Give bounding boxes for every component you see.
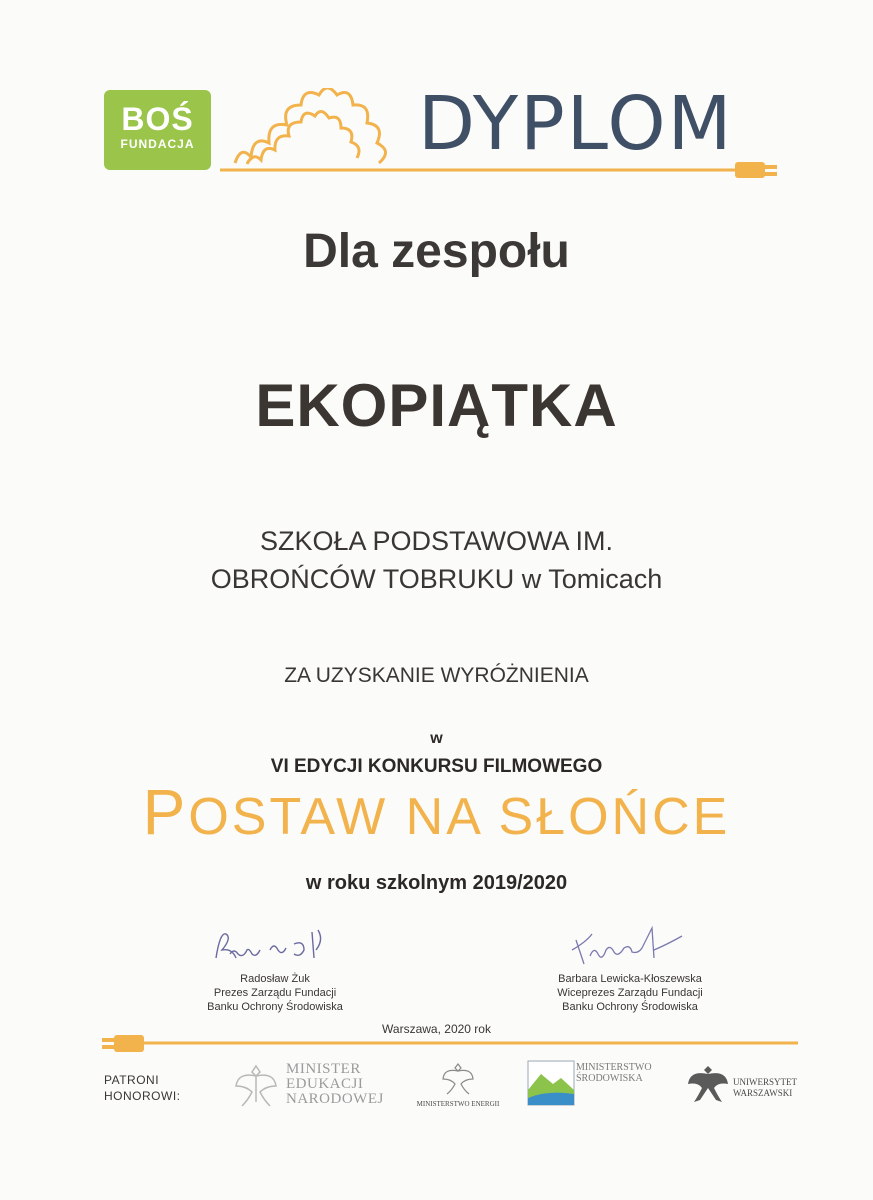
- patron-men-line3: NARODOWEJ: [286, 1091, 384, 1107]
- signature-left-handwriting: [210, 920, 340, 970]
- university-eagle-icon: [686, 1062, 730, 1108]
- signer-right-role1: Wiceprezes Zarządu Fundacji: [557, 987, 703, 999]
- patron-uw: [733, 1077, 797, 1099]
- signer-left-name: Radosław Żuk: [240, 973, 310, 985]
- bos-logo: [104, 90, 211, 170]
- signer-right-name: Barbara Lewicka-Kłoszewska: [558, 973, 702, 985]
- award-reason: ZA UZYSKANIE WYRÓŻNIENIA: [284, 664, 589, 687]
- mountain-logo-icon: [527, 1060, 575, 1106]
- school-year: w roku szkolnym 2019/2020: [305, 872, 568, 894]
- diploma-title: DYPLOM: [418, 81, 734, 167]
- for-team-heading: Dla zespołu: [303, 225, 570, 278]
- signer-left-role1: Prezes Zarządu Fundacji: [213, 987, 337, 999]
- signature-right-handwriting: [568, 920, 688, 970]
- signer-right-role2: Banku Ochrony Środowiska: [562, 1001, 698, 1013]
- contest-name-rest: OSTAW NA SŁOŃCE: [188, 788, 731, 846]
- patrons-label: [104, 1072, 181, 1104]
- school-name: [0, 522, 873, 598]
- school-line-1: SZKOŁA PODSTAWOWA IM.: [259, 526, 614, 556]
- plug-cable-graphic: [100, 1028, 800, 1058]
- patron-uw-line1: UNIWERSYTET: [733, 1077, 797, 1087]
- contest-edition: VI EDYCJI KONKURSU FILMOWEGO: [270, 756, 603, 777]
- patron-uw-line2: WARSZAWSKI: [733, 1088, 793, 1098]
- patron-ms-line2: ŚRODOWISKA: [576, 1073, 643, 1084]
- logo-text-top: BOŚ: [121, 101, 194, 137]
- contest-name: [0, 776, 873, 849]
- city-date: Warszawa, 2020 rok: [382, 1022, 491, 1036]
- patrons-label-line1: PATRONI: [104, 1073, 160, 1087]
- school-line-2: OBROŃCÓW TOBRUKU w Tomicach: [210, 564, 663, 594]
- eagle-emblem-icon: [232, 1060, 280, 1110]
- patron-men: [286, 1062, 384, 1107]
- signer-left-role2: Banku Ochrony Środowiska: [207, 1001, 343, 1013]
- logo-text-bottom: FUNDACJA: [120, 137, 195, 151]
- patron-men-line1: MINISTER: [286, 1061, 361, 1077]
- signature-right: [520, 972, 740, 1014]
- signature-left: [180, 972, 370, 1014]
- contest-name-first-letter: P: [142, 776, 189, 848]
- patrons-label-line2: HONOROWI:: [104, 1089, 181, 1103]
- patron-ms-line1: MINISTERSTWO: [576, 1062, 652, 1073]
- patron-men-line2: EDUKACJI: [286, 1076, 364, 1092]
- patron-me: MINISTERSTWO ENERGII: [416, 1100, 500, 1108]
- patron-ms: [576, 1062, 652, 1084]
- team-name: EKOPIĄTKA: [255, 372, 618, 439]
- in-word: w: [430, 730, 443, 747]
- eagle-emblem-small-icon: [412, 1060, 504, 1100]
